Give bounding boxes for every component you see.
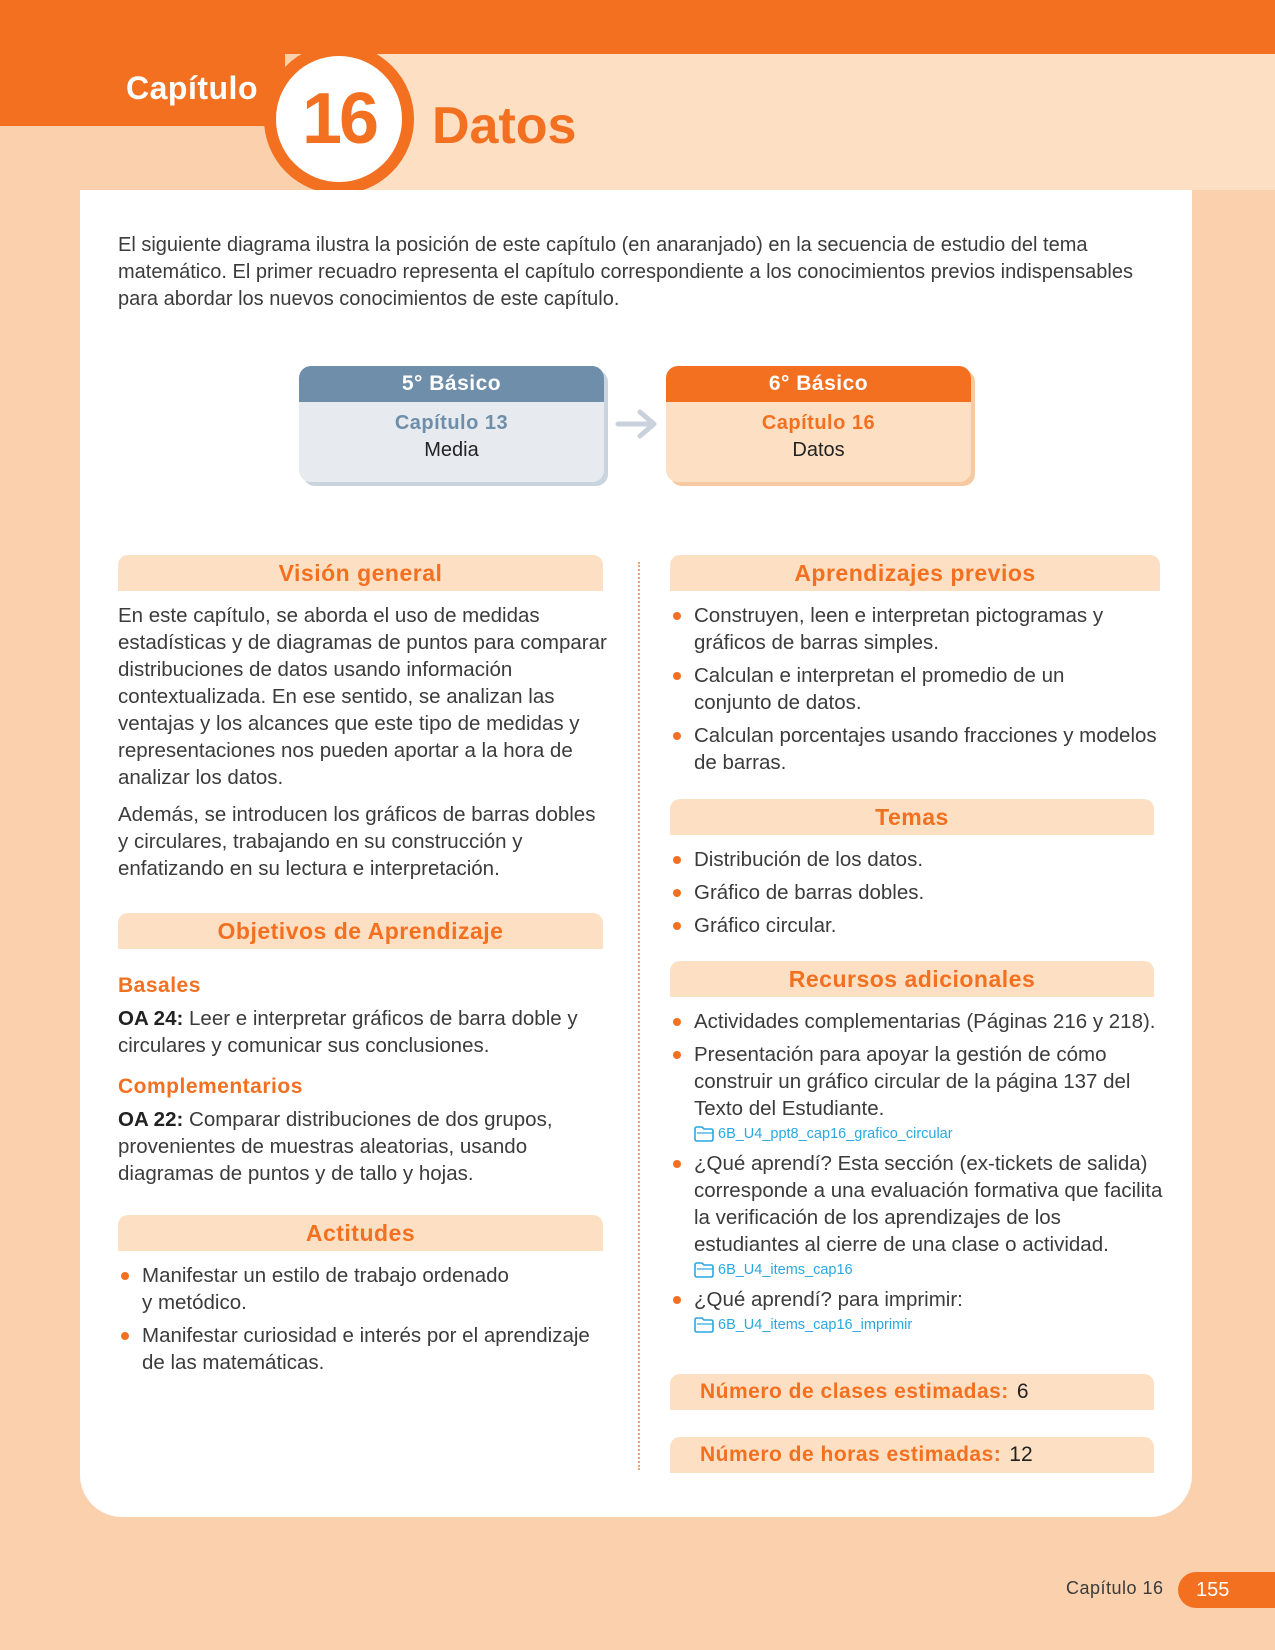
sequence-current-name: Datos xyxy=(792,439,845,461)
aprendizajes-heading: Aprendizajes previos xyxy=(670,555,1160,591)
list-item xyxy=(670,1041,1165,1144)
actitudes-heading: Actitudes xyxy=(118,1215,603,1251)
sequence-previous-chapter: Capítulo 13 xyxy=(394,412,509,434)
page-number-badge xyxy=(1178,1572,1275,1608)
resource-link[interactable] xyxy=(694,1124,1165,1144)
sequence-previous-box xyxy=(299,366,604,482)
objetivos-heading: Objetivos de Aprendizaje xyxy=(118,913,603,949)
resource-link[interactable] xyxy=(694,1260,1165,1280)
list-item: Manifestar un estilo de trabajo ordenado y metódico. xyxy=(118,1262,598,1316)
column-divider xyxy=(638,562,640,1470)
complementarios-code: OA 22: xyxy=(118,1108,184,1131)
sequence-current-body xyxy=(666,402,971,482)
list-item: Distribución de los datos. xyxy=(670,846,1154,873)
recursos-list xyxy=(670,1008,1165,1341)
list-item: Gráfico circular. xyxy=(670,912,1154,939)
intro-paragraph: El siguiente diagrama ilustra la posición de este capítulo (en anaranjado) en la secuencia de estudio del tema matemático. El primer recuadro representa el capítulo correspondiente a los conocimientos previos indispensables para abordar los nuevos conocimientos de este capítulo. xyxy=(118,234,1133,310)
sequence-current-grade: 6° Básico xyxy=(666,366,971,402)
horas-label: Número de horas estimadas: xyxy=(700,1443,1002,1466)
header-top-band xyxy=(0,0,1275,54)
list-item: Calculan porcentajes usando fracciones y modelos de barras. xyxy=(670,722,1165,776)
list-item xyxy=(670,1286,1165,1335)
sequence-previous-body xyxy=(299,402,604,482)
horas-estimadas-bar xyxy=(670,1437,1154,1473)
complementarios-heading: Complementarios xyxy=(118,1075,303,1098)
sequence-arrow-icon xyxy=(614,406,660,442)
list-item: Gráfico de barras dobles. xyxy=(670,879,1154,906)
list-item: Construyen, leen e interpretan pictogramas y gráficos de barras simples. xyxy=(670,602,1165,656)
recurso-text: Presentación para apoyar la gestión de cómo construir un gráfico circular de la página 137 del Texto del Estudiante. xyxy=(694,1043,1131,1120)
list-item xyxy=(670,1150,1165,1280)
resource-link[interactable] xyxy=(694,1315,1165,1335)
basales-description: Leer e interpretar gráficos de barra doble y circulares y comunicar sus conclusiones. xyxy=(118,1007,578,1057)
clases-label: Número de clases estimadas: xyxy=(700,1380,1009,1403)
vision-paragraph-1: En este capítulo, se aborda el uso de medidas estadísticas y de diagramas de puntos para comparar distribuciones de datos usando información contextualizada. En ese sentido, se analizan las ventajas y los alcances que este tipo de medidas y representaciones nos pueden aportar a la hora de analizar los datos. xyxy=(118,604,607,789)
horas-value: 12 xyxy=(1009,1443,1033,1466)
folder-icon xyxy=(694,1261,714,1279)
sequence-current-chapter: Capítulo 16 xyxy=(761,412,876,434)
vision-heading: Visión general xyxy=(118,555,603,591)
basales-heading: Basales xyxy=(118,974,201,997)
vision-body xyxy=(118,602,608,882)
actitudes-list xyxy=(118,1262,598,1382)
list-item: Manifestar curiosidad e interés por el aprendizaje de las matemáticas. xyxy=(118,1322,598,1376)
list-item: Calculan e interpretan el promedio de un conjunto de datos. xyxy=(670,662,1165,716)
chapter-number-badge xyxy=(264,44,414,194)
footer-chapter-label: Capítulo 16 xyxy=(1066,1578,1164,1598)
vision-paragraph-2: Además, se introducen los gráficos de barras dobles y circulares, trabajando en su construcción y enfatizando en su lectura e interpretación. xyxy=(118,803,596,880)
sequence-previous-grade: 5° Básico xyxy=(299,366,604,402)
folder-icon xyxy=(694,1125,714,1143)
list-item xyxy=(670,1008,1165,1035)
sequence-previous-name: Media xyxy=(424,439,479,461)
resource-link-label[interactable]: 6B_U4_ppt8_cap16_grafico_circular xyxy=(718,1126,953,1142)
page-title: Datos xyxy=(432,97,577,155)
temas-heading: Temas xyxy=(670,799,1154,835)
chapter-word: Capítulo xyxy=(126,70,258,106)
aprendizajes-list xyxy=(670,602,1165,782)
clases-value: 6 xyxy=(1016,1380,1029,1403)
recurso-text: ¿Qué aprendí? Esta sección (ex-tickets de salida) corresponde a una evaluación formativa que facilita la verificación de los aprendizajes de los estudiantes al cierre de una clase o actividad. xyxy=(694,1152,1163,1256)
resource-link-label[interactable]: 6B_U4_items_cap16 xyxy=(718,1262,853,1278)
recurso-text: Actividades complementarias (Páginas 216 y 218). xyxy=(694,1010,1156,1033)
basales-text xyxy=(118,1005,588,1059)
recurso-text: ¿Qué aprendí? para imprimir: xyxy=(694,1288,963,1311)
clases-estimadas-bar xyxy=(670,1374,1154,1410)
basales-code: OA 24: xyxy=(118,1007,184,1030)
complementarios-description: Comparar distribuciones de dos grupos, provenientes de muestras aleatorias, usando diagramas de puntos y de tallo y hojas. xyxy=(118,1108,553,1185)
recursos-heading: Recursos adicionales xyxy=(670,961,1154,997)
sequence-current-box xyxy=(666,366,971,482)
temas-list xyxy=(670,846,1154,945)
complementarios-text xyxy=(118,1106,588,1187)
page-number: 155 xyxy=(1196,1578,1230,1601)
resource-link-label[interactable]: 6B_U4_items_cap16_imprimir xyxy=(718,1317,913,1333)
folder-icon xyxy=(694,1316,714,1334)
chapter-number: 16 xyxy=(301,79,377,159)
